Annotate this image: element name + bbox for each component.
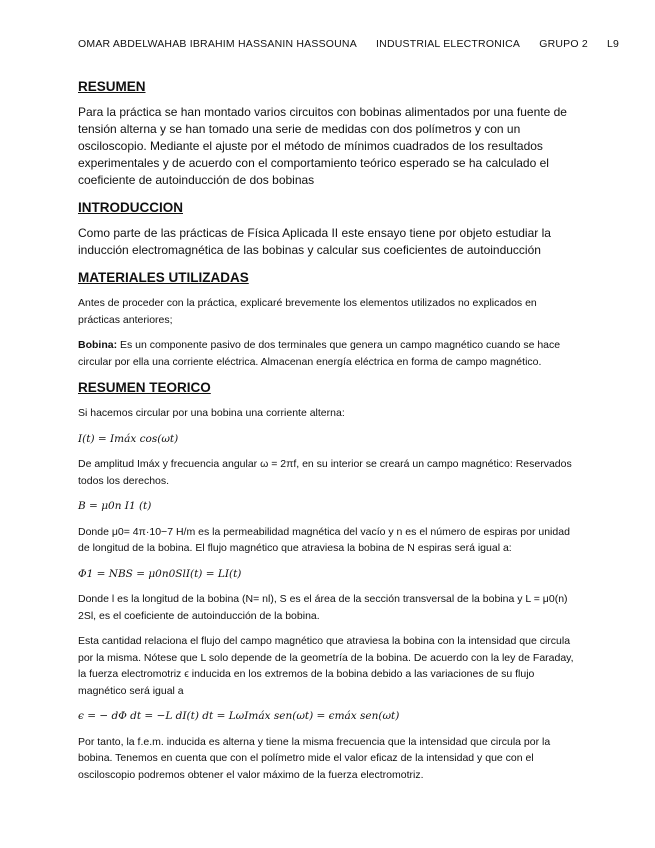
materiales-heading: MATERIALES UTILIZADAS xyxy=(78,270,249,285)
equation-field: B = μ0n I1 (t) xyxy=(78,500,152,512)
teorico-p5: Esta cantidad relaciona el flujo del campo magnético que atraviesa la bobina con la intensidad que circula por la misma. Nótese que L solo depende de la geometría de la bobina. De acuerdo con la ley de Faraday, la fuerza electromotriz ϵ inducida en los extremos de la bobina debido a las variaciones de su flujo magnético será igual a xyxy=(78,635,574,697)
bobina-definition xyxy=(78,337,581,370)
header-author: OMAR ABDELWAHAB IBRAHIM HASSANIN HASSOUNA xyxy=(78,38,357,50)
bobina-term: Bobina: xyxy=(78,339,118,351)
teorico-p1: Si hacemos circular por una bobina una corriente alterna: xyxy=(78,407,345,419)
introduccion-paragraph: Como parte de las prácticas de Física Aplicada II este ensayo tiene por objeto estudiar la inducción electromagnética de las bobinas y calcular sus coeficientes de autoinducción xyxy=(78,226,551,257)
teorico-p4: Donde l es la longitud de la bobina (N= nl), S es el área de la sección transversal de la bobina y L = μ0(n) 2Sl, es el coeficiente de autoinducción de la bobina. xyxy=(78,593,568,622)
resumen-heading: RESUMEN xyxy=(78,79,146,94)
bobina-text: Es un componente pasivo de dos terminales que genera un campo magnético cuando se hace circular por ella una corriente eléctrica. Almacenan energía eléctrica en forma de campo magnético. xyxy=(78,339,561,368)
document-body xyxy=(78,78,581,792)
teorico-p3: Donde μ0= 4π·10−7 H/m es la permeabilidad magnética del vacío y n es el número de espiras por unidad de longitud de la bobina. El flujo magnético que atraviesa la bobina de N espiras será igual a: xyxy=(78,525,570,554)
header-degree: INDUSTRIAL ELECTRONICA xyxy=(376,38,521,50)
equation-current: I(t) = Imáx cos(ωt) xyxy=(78,432,179,445)
resumen-paragraph: Para la práctica se han montado varios circuitos con bobinas alimentados por una fuente de tensión alterna y se han tomado una serie de medidas con dos polímetros y con un osciloscopio. Mediante el ajuste por el método de mínimos cuadrados de los resultados experimentales y de acuerdo con el comportamiento teórico esperado se ha calculado el coeficiente de autoinducción de dos bobinas xyxy=(78,105,567,187)
equation-flux: Φ1 = NBS = μ0n0SlI(t) = LI(t) xyxy=(78,567,242,580)
header-group: GRUPO 2 xyxy=(539,38,588,50)
teorico-p6: Por tanto, la f.e.m. inducida es alterna y tiene la misma frecuencia que la intensidad que circula por la bobina. Tenemos en cuenta que con el polímetro mide el valor eficaz de la intensidad y que con el osciloscopio podremos obtener el valor máximo de la fuerza electromotriz. xyxy=(78,735,551,781)
page-header xyxy=(78,38,620,50)
teorico-heading: RESUMEN TEORICO xyxy=(78,380,211,395)
teorico-p2: De amplitud Imáx y frecuencia angular ω = 2πf, en su interior se creará un campo magnético: Reservados todos los derechos. xyxy=(78,458,572,487)
equation-emf: ϵ = − dΦ dt = −L dI(t) dt = LωImáx sen(ωt) = ϵmáx sen(ωt) xyxy=(78,710,400,722)
materiales-intro: Antes de proceder con la práctica, explicaré brevemente los elementos utilizados no explicados en prácticas anteriores; xyxy=(78,297,537,326)
introduccion-heading: INTRODUCCION xyxy=(78,200,183,215)
header-code: L9 xyxy=(607,38,620,50)
